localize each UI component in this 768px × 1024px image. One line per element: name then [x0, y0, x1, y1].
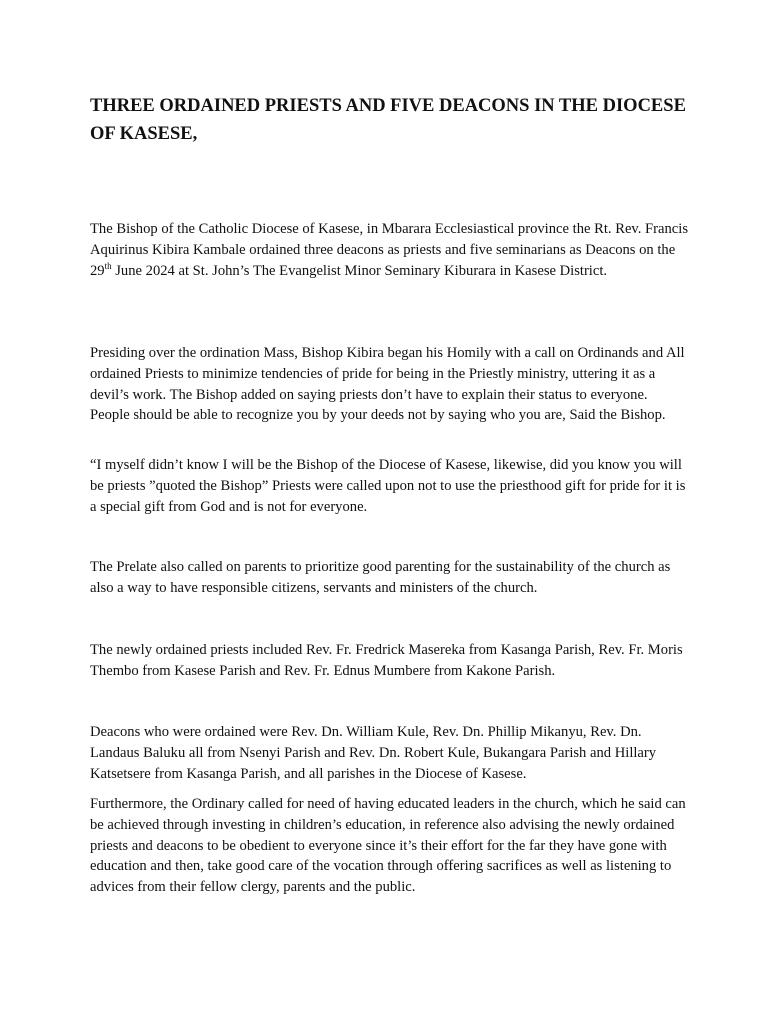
paragraph-new-deacons: Deacons who were ordained were Rev. Dn. William Kule, Rev. Dn. Phillip Mikanyu, Rev. Dn. Landaus Baluku all from Nsenyi Parish and Rev. Dn. Robert Kule, Bukangara Parish and Hillary Katsetsere from Kasanga Parish, and all parishes in the Diocese of Kasese. [90, 724, 657, 782]
paragraph-bishop-quote: “I myself didn’t know I will be the Bishop of the Diocese of Kasese, likewise, did you know you will be priests ”quoted the Bishop” Priests were called upon not to use the priesthood gift for pride for it is a special gift from God and is not for everyone. [90, 457, 686, 515]
paragraph-1-text-continued: June 2024 at St. John’s The Evangelist Minor Seminary Kiburara in Kasese District. [111, 262, 608, 279]
paragraph-ordination-announcement [90, 219, 690, 281]
paragraph-parenting: The Prelate also called on parents to prioritize good parenting for the sustainability of the church as also a way to have responsible citizens, servants and ministers of the church. [90, 559, 671, 596]
paragraph-1-text: The Bishop of the Catholic Diocese of Kasese, in Mbarara Ecclesiastical province the Rt. Rev. Francis Aquirinus Kibira Kambale ordained three deacons as priests and five seminarians as Deacons on the 29 [90, 221, 689, 279]
paragraph-homily: Presiding over the ordination Mass, Bishop Kibira began his Homily with a call on Ordinands and All ordained Priests to minimize tendencies of pride for being in the Priestly ministry, uttering it as a devil’s work. The Bishop added on saying priests don’t have to explain their status to everyone. People should be able to recognize you by your deeds not by saying who you are, Said the Bishop. [90, 345, 685, 424]
paragraph-education: Furthermore, the Ordinary called for need of having educated leaders in the church, which he said can be achieved through investing in children’s education, in reference also advising the newly ordained priests and deacons to be obedient to everyone since it’s their effort for the far they have gone with education and then, take good care of the vocation through offering sacrifices as well as listening to advices from their fellow clergy, parents and the public. [90, 796, 686, 896]
paragraph-new-priests: The newly ordained priests included Rev. Fr. Fredrick Masereka from Kasanga Parish, Rev. Fr. Moris Thembo from Kasese Parish and Rev. Fr. Ednus Mumbere from Kakone Parish. [90, 642, 683, 679]
date-ordinal-suffix: th [104, 260, 112, 271]
document-title: THREE ORDAINED PRIESTS AND FIVE DEACONS IN THE DIOCESE OF KASESE, [90, 96, 686, 144]
